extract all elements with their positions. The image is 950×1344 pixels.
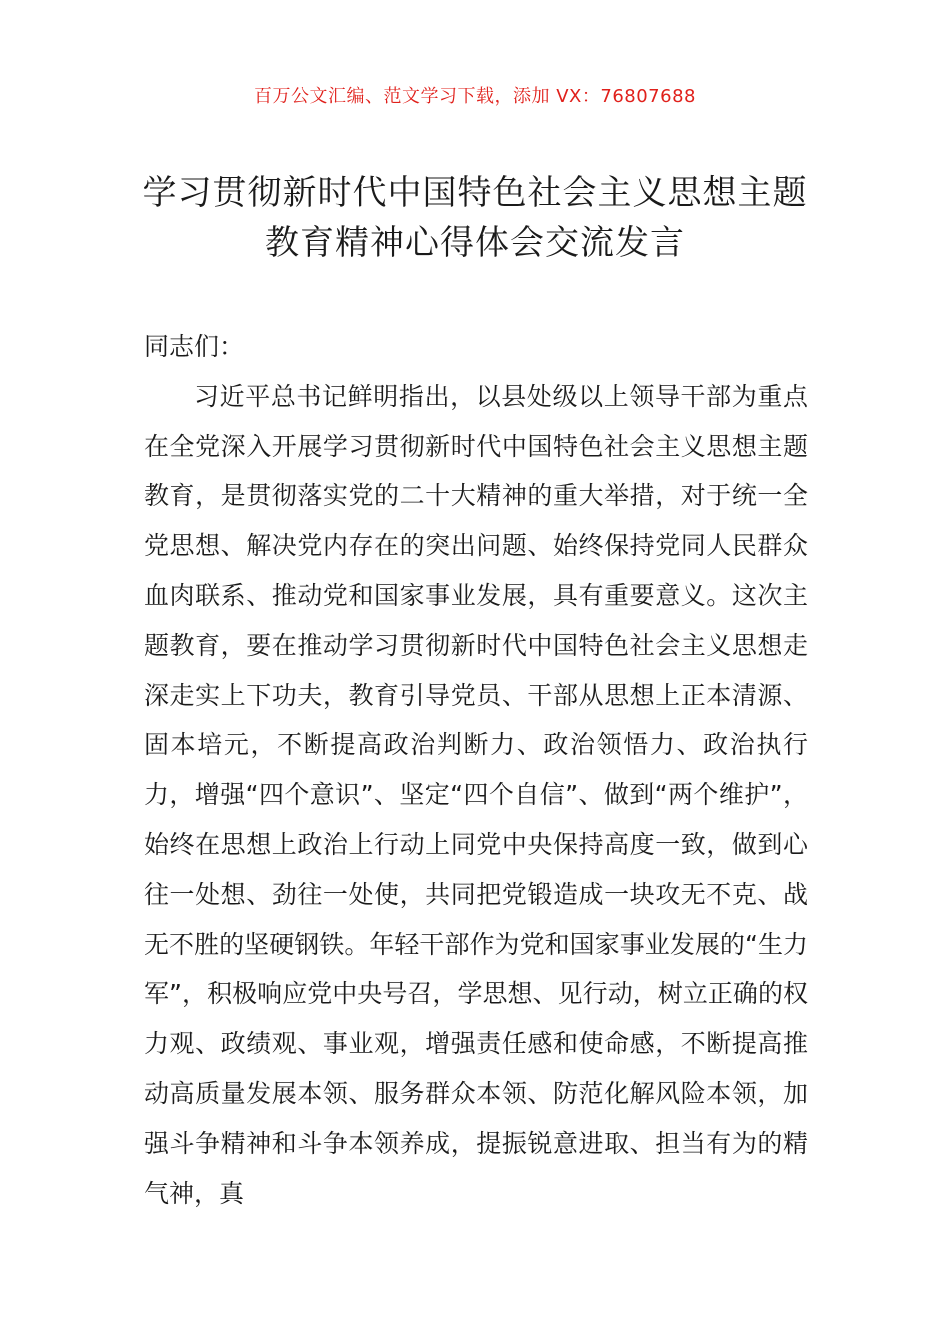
document-title: 学习贯彻新时代中国特色社会主义思想主题教育精神心得体会交流发言: [142, 173, 808, 263]
salutation: 同志们：: [144, 332, 245, 361]
header-note: 百万公文汇编、范文学习下载，添加 VX：76807688: [254, 86, 696, 107]
body-paragraph: 习近平总书记鲜明指出，以县处级以上领导干部为重点在全党深入开展学习贯彻新时代中国特色社会主义思想主题教育，是贯彻落实党的二十大精神的重大举措，对于统一全党思想、解决党内存在的突出问题、始终保持党同人民群众血肉联系、推动党和国家事业发展，具有重要意义。这次主题教育，要在推动学习贯彻新时代中国特色社会主义思想走深走实上下功夫，教育引导党员、干部从思想上正本清源、固本培元，不断提高政治判断力、政治领悟力、政治执行力，增强“四个意识”、坚定“四个自信”、做到“两个维护”，始终在思想上政治上行动上同党中央保持高度一致，做到心往一处想、劲往一处使，共同把党锻造成一块攻无不克、战无不胜的坚硬钢铁。年轻干部作为党和国家事业发展的“生力军”，积极响应党中央号召，学思想、见行动，树立正确的权力观、政绩观、事业观，增强责任感和使命感，不断提高推动高质量发展本领、服务群众本领、防范化解风险本领，加强斗争精神和斗争本领养成，提振锐意进取、担当有为的精气神，真: [144, 381, 808, 1208]
document-body: [144, 322, 808, 1218]
